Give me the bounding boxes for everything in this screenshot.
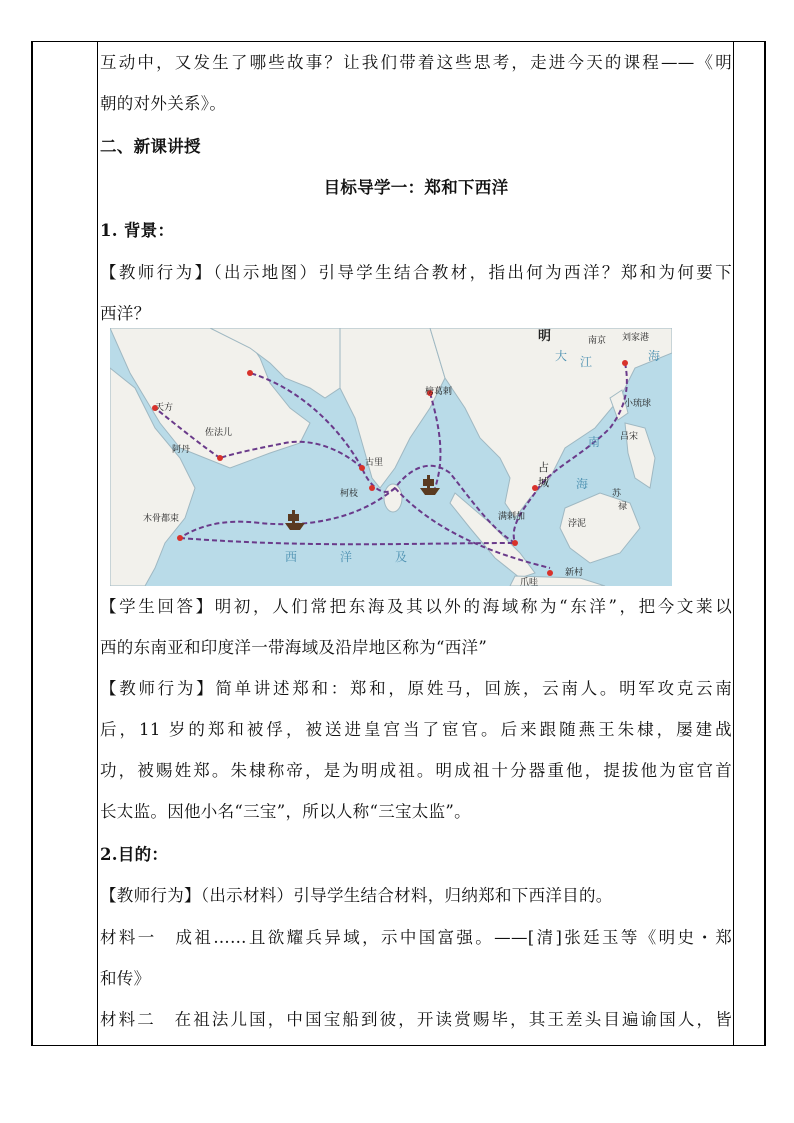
map-label: 爪哇 <box>520 578 539 586</box>
port-marker <box>547 570 553 576</box>
sea-label: 洋 <box>340 550 353 564</box>
intro-text: 互动中，又发生了哪些故事？让我们带着这些思考，走进今天的课程——《明 <box>100 53 732 72</box>
student-answer-text: 【学生回答】明初，人们常把东海及其以外的海域称为“东洋”，把今文莱以 <box>100 597 732 616</box>
map-label: 古里 <box>365 458 384 468</box>
column-divider-right <box>733 41 734 1046</box>
map-label: 榜葛剌 <box>425 387 453 397</box>
section-heading: 二、新课讲授 <box>100 137 201 156</box>
port-marker <box>369 485 375 491</box>
port-marker <box>217 455 223 461</box>
map-label: 阿丹 <box>172 445 191 455</box>
sea-label: 江 <box>580 355 593 369</box>
port-marker <box>512 540 518 546</box>
map-label: 柯枝 <box>340 489 359 499</box>
goal-heading: 目标导学一：郑和下西洋 <box>323 178 509 197</box>
sea-label: 大 <box>555 349 568 363</box>
map-label: 浡泥 <box>568 519 587 529</box>
sea-label: 海 <box>576 477 589 491</box>
material-text: 材料二 在祖法儿国，中国宝船到彼，开读赏赐毕，其王差头目遍谕国人，皆 <box>100 1010 732 1029</box>
map-label: 南京 <box>588 336 607 346</box>
map-label: 小琉球 <box>624 399 652 409</box>
teacher-action-text: 【教师行为】（出示材料）引导学生结合材料，归纳郑和下西洋目的。 <box>100 886 613 905</box>
sea-label: 西 <box>285 550 298 564</box>
port-marker <box>177 535 183 541</box>
purpose-heading: 2.目的： <box>100 845 169 864</box>
zheng-he-voyage-map <box>110 328 672 586</box>
map-label: 天方 <box>155 403 174 413</box>
teacher-action-text: 【教师行为】（出示地图）引导学生结合教材，指出何为西洋？郑和为何要下 <box>100 263 732 282</box>
map-label: 刘家港 <box>622 333 650 343</box>
map-label: 禄 <box>618 502 628 512</box>
map-label: 木骨都束 <box>143 514 180 524</box>
map-label: 明 <box>538 329 552 344</box>
teacher-action-text: 【教师行为】简单讲述郑和：郑和，原姓马，回族，云南人。明军攻克云南 <box>100 679 732 698</box>
map-label: 新村 <box>565 568 584 578</box>
student-answer-text: 西的东南亚和印度洋一带海域及沿岸地区称为“西洋” <box>100 638 488 657</box>
map-label: 城 <box>538 476 549 489</box>
teacher-action-text: 后，11 岁的郑和被俘，被送进皇宫当了宦官。后来跟随燕王朱棣，屡建战 <box>100 720 732 739</box>
intro-text: 朝的对外关系》。 <box>100 94 227 113</box>
map-label: 佐法儿 <box>205 428 233 438</box>
material-text: 和传》 <box>100 969 151 988</box>
map-label: 占 <box>538 461 549 474</box>
teacher-action-text: 西洋？ <box>100 304 151 323</box>
sri-lanka-land <box>384 484 402 512</box>
material-text: 材料一 成祖……且欲耀兵异域，示中国富强。——[清]张廷玉等《明史・郑 <box>100 928 732 947</box>
teacher-action-text: 长太监。因他小名“三宝”，所以人称“三宝太监”。 <box>100 802 471 821</box>
port-marker <box>622 360 628 366</box>
map-label: 吕宋 <box>620 432 639 442</box>
teacher-action-text: 功，被赐姓郑。朱棣称帝，是为明成祖。明成祖十分器重他，提拔他为宦官首 <box>100 761 732 780</box>
background-heading: 1. 背景： <box>100 221 175 240</box>
port-marker <box>247 370 253 376</box>
lesson-content-cell <box>98 41 733 1046</box>
map-label: 苏 <box>612 489 622 499</box>
sea-label: 海 <box>648 349 661 363</box>
sea-label: 及 <box>395 550 408 564</box>
map-label: 满剌加 <box>498 512 526 522</box>
sea-label: 南 <box>588 435 601 449</box>
